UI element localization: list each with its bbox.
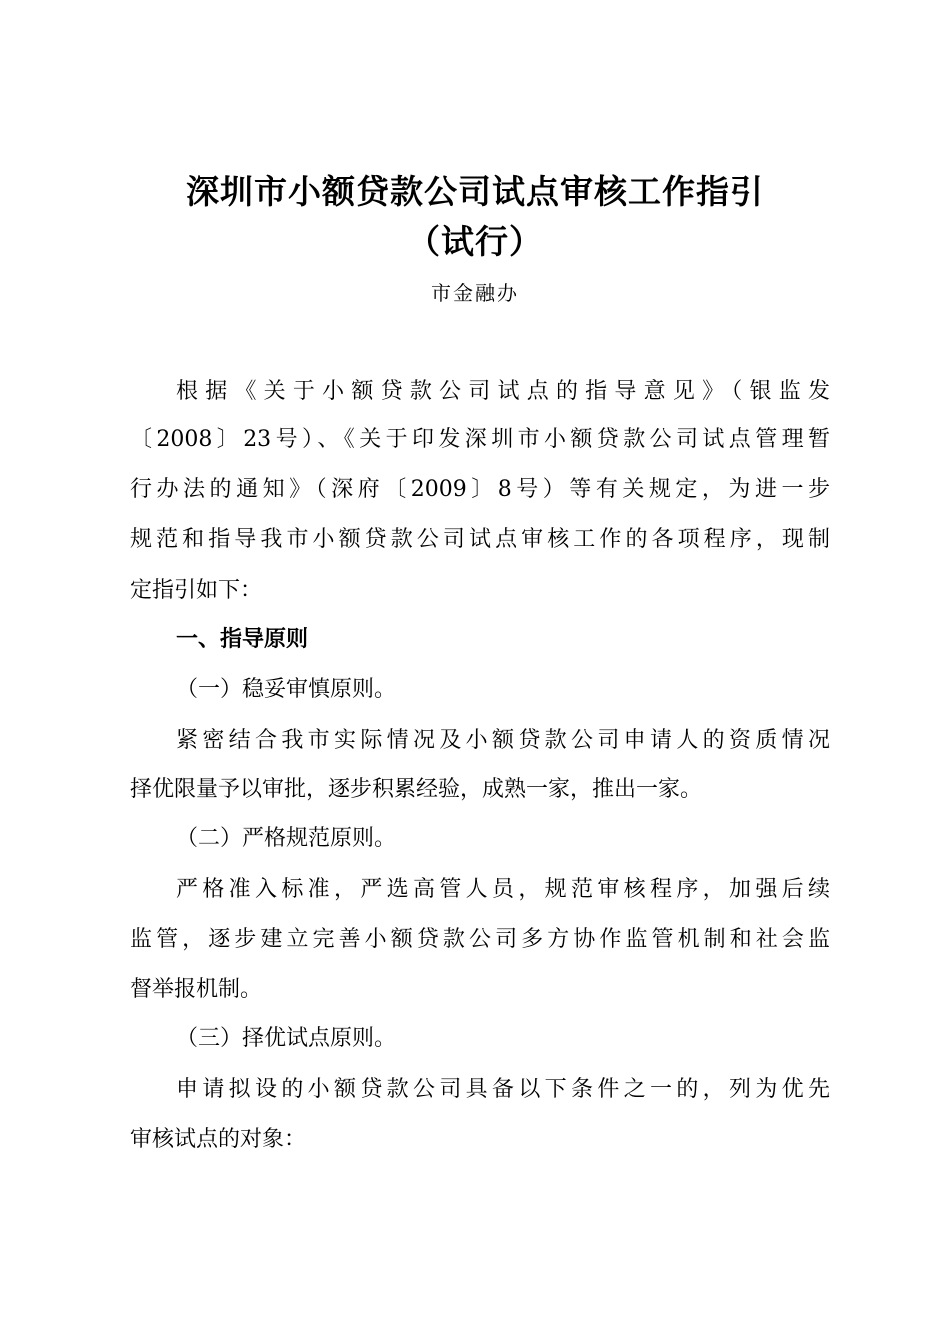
paragraph-line: 审核试点的对象： [130, 1127, 307, 1152]
paragraph-line: 紧密结合我市实际情况及小额贷款公司申请人的资质情况 [176, 728, 830, 753]
intro-line: 行办法的通知》（深府〔2009〕8号）等有关规定，为进一步 [130, 477, 830, 502]
paragraph-line: 监管，逐步建立完善小额贷款公司多方协作监管机制和社会监 [130, 927, 830, 952]
intro-line: 规范和指导我市小额贷款公司试点审核工作的各项程序，现制 [130, 527, 830, 552]
principle-title: （二）严格规范原则。 [176, 826, 397, 851]
paragraph-line: 申请拟设的小额贷款公司具备以下条件之一的，列为优先 [176, 1077, 830, 1102]
document-title-subtitle: （试行） [407, 222, 543, 261]
section-heading: 一、指导原则 [176, 627, 309, 652]
issuing-authority: 市金融办 [431, 281, 519, 305]
intro-line: 〔2008〕23号）、《关于印发深圳市小额贷款公司试点管理暂 [130, 427, 830, 452]
paragraph-line: 督举报机制。 [130, 977, 263, 1002]
principle-title: （三）择优试点原则。 [176, 1026, 397, 1051]
paragraph-line: 择优限量予以审批，逐步积累经验，成熟一家，推出一家。 [130, 777, 703, 802]
intro-line: 定指引如下： [130, 578, 263, 603]
paragraph-line: 严格准入标准，严选高管人员，规范审核程序，加强后续 [176, 877, 830, 902]
intro-line: 根据《关于小额贷款公司试点的指导意见》（银监发 [176, 379, 830, 404]
document-title: 深圳市小额贷款公司试点审核工作指引 [186, 172, 764, 211]
principle-title: （一）稳妥审慎原则。 [176, 677, 397, 702]
